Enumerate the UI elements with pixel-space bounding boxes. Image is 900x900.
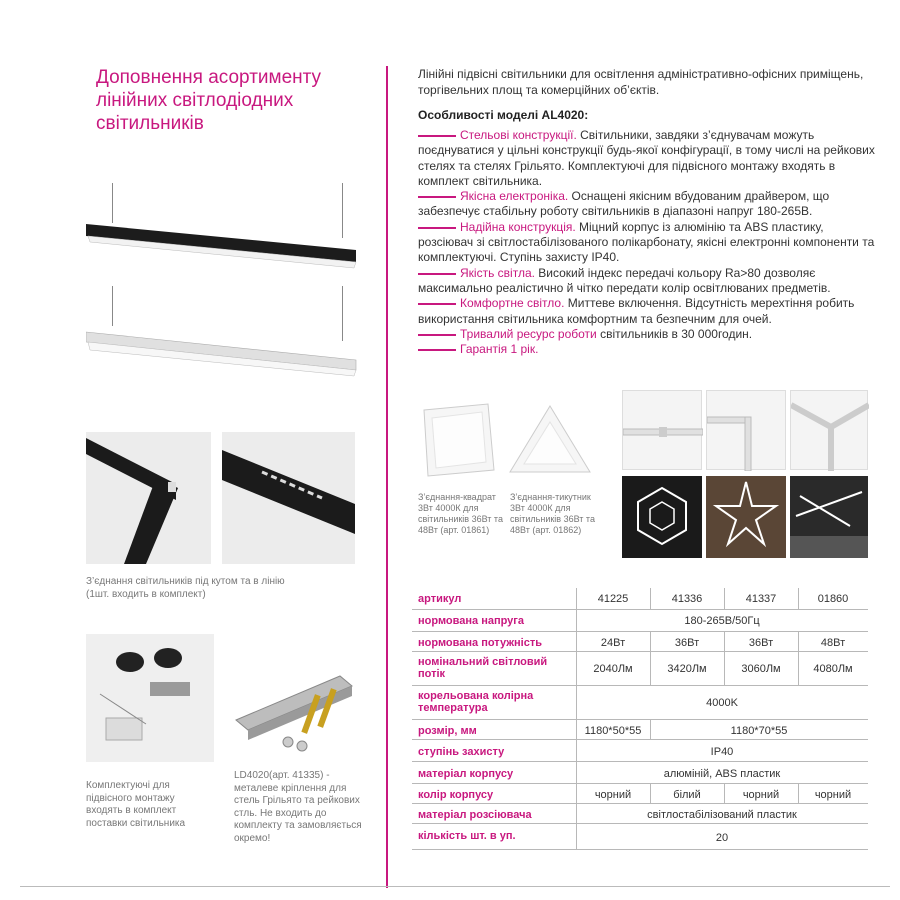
table-cell: чорний (594, 789, 632, 801)
feature-text: Оснащені якісним вбудованим драйвером, що забезпечує стабільну роботу світильників в діапазоні напруг 180-265В. (418, 189, 830, 219)
kit-caption: Комплектуючі для підвісного монтажу входять в комплект поставки світильника (86, 780, 186, 829)
intro-text: Лінійні підвісні світильники для освітлення адміністративно-офісних приміщень, торгівельних площ та комерційних об’єктів. (418, 67, 864, 97)
table-row (412, 740, 868, 762)
triangle-connector-caption: З’єднання-тикутник 3Вт 4000К для світильників 36Вт та 48Вт (арт. 01862) (510, 492, 595, 535)
table-cell: 41337 (745, 593, 777, 605)
square-connector-image (418, 402, 498, 480)
row-label: ступінь захисту (418, 746, 505, 758)
table-row (412, 784, 868, 804)
feature-title: Тривалий ресурс роботи (460, 326, 597, 341)
row-label: артикул (418, 593, 462, 605)
installation-photo-2 (706, 390, 786, 470)
row-label: нормована потужність (418, 637, 542, 649)
table-row (412, 588, 868, 610)
features-heading: Особливості моделі AL4020: (418, 108, 589, 122)
row-label: розмір, мм (418, 725, 477, 737)
table-row (412, 686, 868, 720)
column-divider (386, 66, 388, 888)
installation-photo-1 (622, 390, 702, 470)
table-cell: 1180*50*55 (584, 725, 642, 737)
row-label: корельована колірна температура (418, 690, 534, 714)
table-cell: 20 (715, 832, 729, 844)
feature-item (418, 220, 878, 266)
table-cell: 180-265В/50Гц (684, 615, 760, 627)
row-label: матеріал корпусу (418, 768, 514, 780)
page-bottom-rule (20, 886, 890, 887)
triangle-connector-image (506, 402, 592, 480)
feature-item (418, 266, 878, 297)
table-cell: чорний (742, 789, 780, 801)
table-row (412, 804, 868, 824)
row-label: колір корпусу (418, 789, 494, 801)
table-cell: 36Вт (674, 637, 700, 649)
feature-text: Високий індекс передачі кольору Ra>80 дозволяє максимально реалістично й чітко передати колір освітлюваних предметів. (418, 265, 831, 295)
inline-joint-photo (222, 432, 355, 564)
square-connector-caption: З’єднання-квадрат 3Вт 4000К для світильників 36Вт та 48Вт (арт. 01861) (418, 492, 503, 535)
feature-title: Надійна конструкція. (460, 219, 576, 234)
row-label: кількість шт. в уп. (418, 830, 516, 842)
feature-title: Гарантія 1 рік. (460, 342, 539, 357)
installation-photo-5 (706, 476, 786, 558)
table-row (412, 632, 868, 652)
row-label: номінальний світловий потік (418, 656, 548, 680)
feature-item (418, 342, 878, 357)
table-cell: 3420Лм (667, 663, 707, 675)
table-row (412, 720, 868, 740)
installation-photo-3 (790, 390, 868, 470)
mounting-kit-photo (86, 634, 214, 762)
table-row (412, 762, 868, 784)
table-cell: чорний (814, 789, 852, 801)
ld-caption: LD4020(арт. 41335) - металеве кріплення для стель Грільято та рейкових стль. Не входить до комплекту та замовляється окремо! (234, 770, 362, 844)
feature-title: Комфортне світло. (460, 296, 565, 311)
table-row (412, 824, 868, 850)
row-label: матеріал розсіювача (418, 809, 532, 821)
table-cell: 36Вт (748, 637, 774, 649)
feature-item (418, 296, 878, 327)
table-cell: 48Вт (820, 637, 846, 649)
feature-item (418, 189, 878, 220)
feature-item (418, 327, 878, 342)
installation-photo-4 (622, 476, 702, 558)
table-row (412, 652, 868, 686)
feature-title: Стельові конструкції. (460, 128, 577, 142)
table-cell: 24Вт (600, 637, 626, 649)
table-cell: 01860 (817, 593, 849, 605)
table-row (412, 610, 868, 632)
table-cell: світлостабілізований пластик (647, 809, 797, 821)
joint-caption-line-1: З’єднання світильників під кутом та в лінію (86, 576, 285, 587)
feature-text: Світильники, завдяки з’єднувачам можуть поєднуватися у цільні конструкції будь-якої конфігурації, в тому числі на рейкових стелях та стелях Грільято. Комплектуючі для підвісного монтажу входять в комплект світильника. (418, 128, 875, 188)
feature-title: Якісна електроніка. (460, 189, 569, 204)
table-cell: алюміній, ABS пластик (663, 768, 781, 780)
installation-photo-6 (790, 476, 868, 558)
feature-text: Миттеве включення. Відсутність мерехтіння робить використання світильника комфортним та безпечним для очей. (418, 296, 855, 326)
page-title: Доповнення асортименту лінійних світлодіодних світильників (96, 67, 322, 134)
corner-joint-photo (86, 432, 211, 564)
table-cell: 4000K (706, 697, 738, 709)
feature-item (418, 128, 878, 189)
table-cell: 41225 (597, 593, 629, 605)
table-cell: 4080Лм (813, 663, 853, 675)
row-label: нормована напруга (418, 615, 524, 627)
features-list (418, 128, 878, 357)
grilyato-mount-photo (228, 644, 368, 758)
feature-title: Якість світла. (460, 265, 535, 280)
table-cell: 1180*70*55 (730, 725, 788, 737)
joint-caption-line-2: (1шт. входить в комплект) (86, 588, 206, 600)
table-cell: IP40 (710, 746, 734, 758)
table-cell: 2040Лм (593, 663, 633, 675)
table-cell: 41336 (671, 593, 703, 605)
table-cell: 3060Лм (741, 663, 781, 675)
table-cell: білий (673, 789, 701, 801)
joint-caption (86, 576, 376, 601)
feature-text: Міцний корпус із алюмінію та ABS пластику, розсіювач зі світлостабілізованого полікарбонату, якісні електронні компоненти та комплектуючі. Ступінь захисту IP40. (418, 219, 875, 265)
feature-text: світильників в 30 000годин. (596, 326, 753, 341)
